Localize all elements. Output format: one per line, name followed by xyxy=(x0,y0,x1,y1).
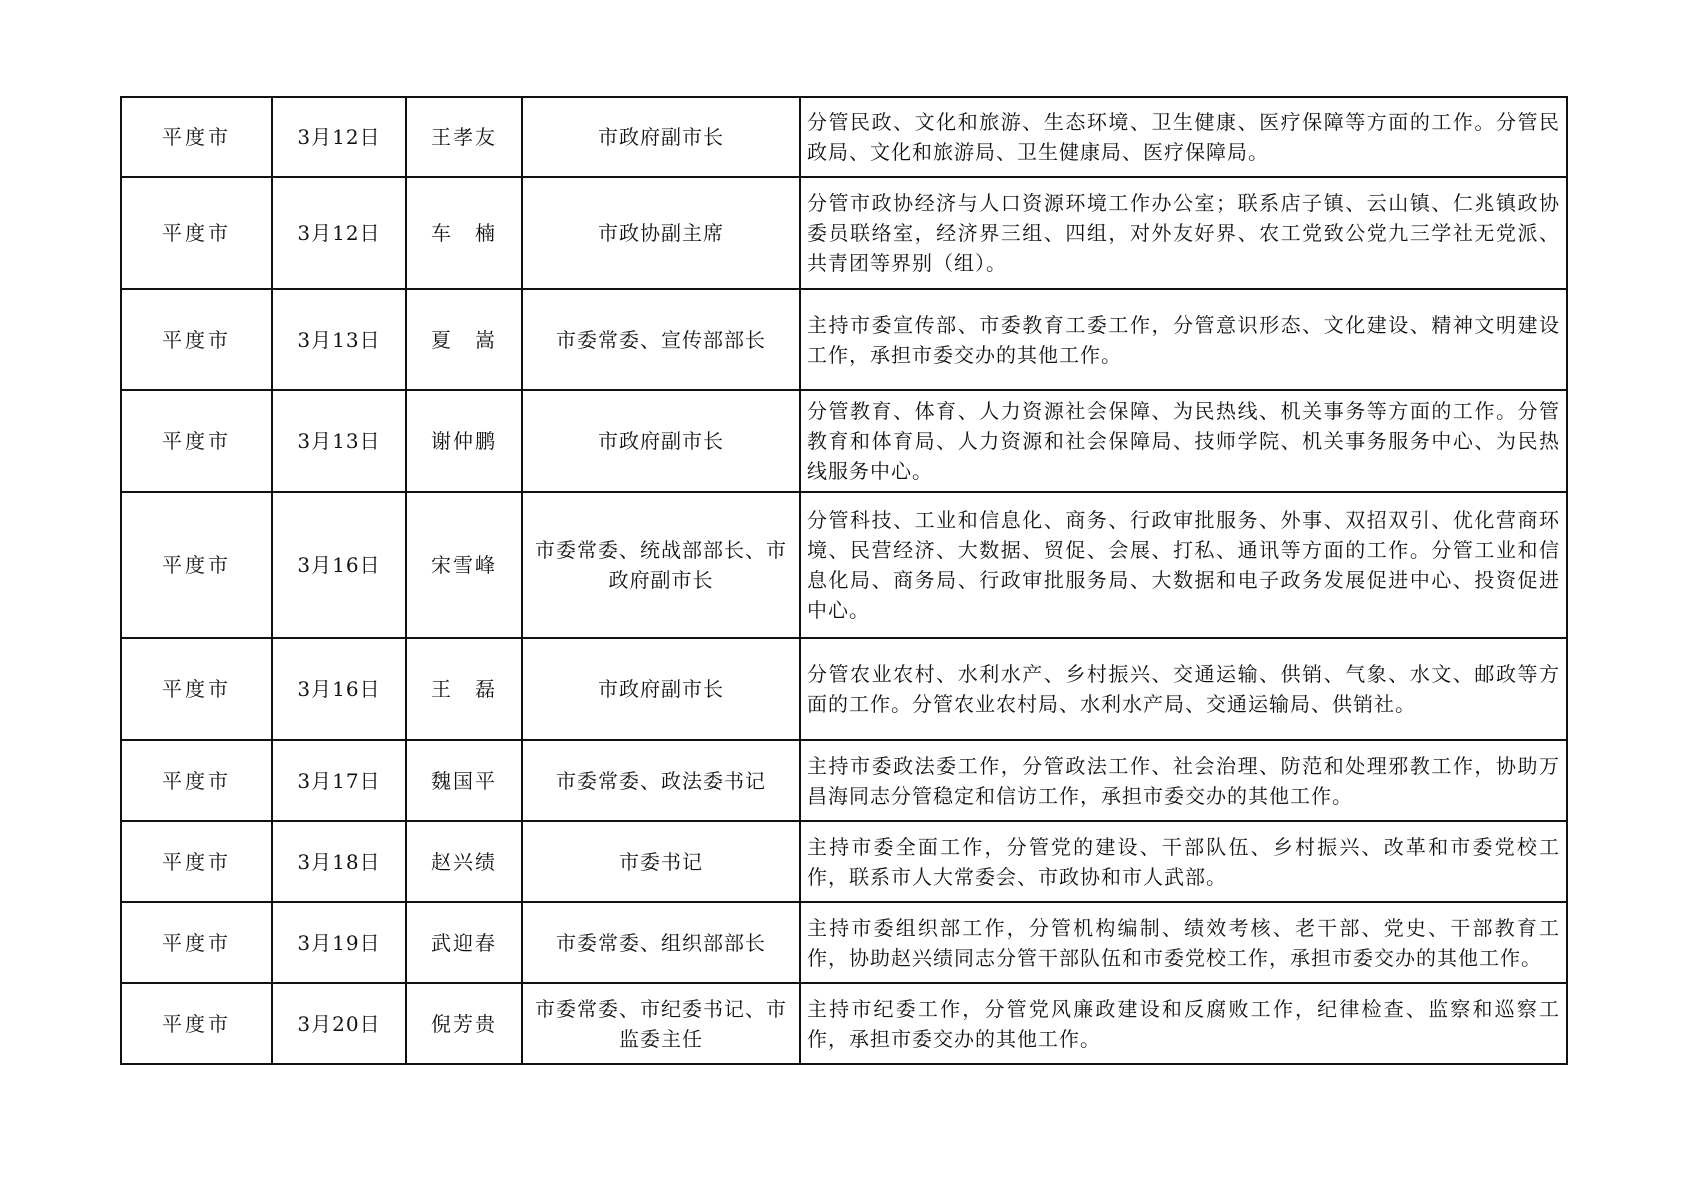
table-row xyxy=(121,492,1567,638)
name-cell: 王 磊 xyxy=(406,638,522,740)
date-cell: 3月16日 xyxy=(272,638,406,740)
table-row xyxy=(121,97,1567,177)
duties-cell: 主持市委政法委工作，分管政法工作、社会治理、防范和处理邪教工作，协助万昌海同志分管稳定和信访工作，承担市委交办的其他工作。 xyxy=(800,740,1567,821)
date-cell: 3月17日 xyxy=(272,740,406,821)
duties-cell: 主持市委全面工作，分管党的建设、干部队伍、乡村振兴、改革和市委党校工作，联系市人大常委会、市政协和市人武部。 xyxy=(800,821,1567,902)
table-row xyxy=(121,740,1567,821)
position-cell: 市政府副市长 xyxy=(522,638,800,740)
position-cell: 市政府副市长 xyxy=(522,97,800,177)
position-cell: 市政协副主席 xyxy=(522,177,800,289)
name-cell: 武迎春 xyxy=(406,902,522,983)
duties-cell: 主持市委宣传部、市委教育工委工作，分管意识形态、文化建设、精神文明建设工作，承担市委交办的其他工作。 xyxy=(800,289,1567,390)
city-cell: 平度市 xyxy=(121,821,272,902)
name-cell: 夏 嵩 xyxy=(406,289,522,390)
duties-cell: 分管民政、文化和旅游、生态环境、卫生健康、医疗保障等方面的工作。分管民政局、文化和旅游局、卫生健康局、医疗保障局。 xyxy=(800,97,1567,177)
duties-cell: 分管教育、体育、人力资源社会保障、为民热线、机关事务等方面的工作。分管教育和体育局、人力资源和社会保障局、技师学院、机关事务服务中心、为民热线服务中心。 xyxy=(800,390,1567,492)
date-cell: 3月20日 xyxy=(272,983,406,1064)
duties-cell: 分管农业农村、水利水产、乡村振兴、交通运输、供销、气象、水文、邮政等方面的工作。分管农业农村局、水利水产局、交通运输局、供销社。 xyxy=(800,638,1567,740)
duties-cell: 分管科技、工业和信息化、商务、行政审批服务、外事、双招双引、优化营商环境、民营经济、大数据、贸促、会展、打私、通讯等方面的工作。分管工业和信息化局、商务局、行政审批服务局、大数据和电子政务发展促进中心、投资促进中心。 xyxy=(800,492,1567,638)
date-cell: 3月13日 xyxy=(272,289,406,390)
name-cell: 王孝友 xyxy=(406,97,522,177)
table-row xyxy=(121,983,1567,1064)
position-cell: 市委常委、市纪委书记、市监委主任 xyxy=(522,983,800,1064)
city-cell: 平度市 xyxy=(121,390,272,492)
city-cell: 平度市 xyxy=(121,740,272,821)
city-cell: 平度市 xyxy=(121,177,272,289)
date-cell: 3月12日 xyxy=(272,97,406,177)
table-row xyxy=(121,390,1567,492)
city-cell: 平度市 xyxy=(121,289,272,390)
schedule-table xyxy=(120,96,1568,1065)
table-row xyxy=(121,289,1567,390)
duties-cell: 主持市委组织部工作，分管机构编制、绩效考核、老干部、党史、干部教育工作，协助赵兴绩同志分管干部队伍和市委党校工作，承担市委交办的其他工作。 xyxy=(800,902,1567,983)
city-cell: 平度市 xyxy=(121,638,272,740)
date-cell: 3月13日 xyxy=(272,390,406,492)
date-cell: 3月16日 xyxy=(272,492,406,638)
city-cell: 平度市 xyxy=(121,97,272,177)
date-cell: 3月12日 xyxy=(272,177,406,289)
table-row xyxy=(121,638,1567,740)
city-cell: 平度市 xyxy=(121,983,272,1064)
date-cell: 3月19日 xyxy=(272,902,406,983)
position-cell: 市委常委、宣传部部长 xyxy=(522,289,800,390)
name-cell: 倪芳贵 xyxy=(406,983,522,1064)
position-cell: 市政府副市长 xyxy=(522,390,800,492)
city-cell: 平度市 xyxy=(121,492,272,638)
name-cell: 魏国平 xyxy=(406,740,522,821)
table-row xyxy=(121,902,1567,983)
position-cell: 市委常委、政法委书记 xyxy=(522,740,800,821)
duties-cell: 主持市纪委工作，分管党风廉政建设和反腐败工作，纪律检查、监察和巡察工作，承担市委交办的其他工作。 xyxy=(800,983,1567,1064)
date-cell: 3月18日 xyxy=(272,821,406,902)
name-cell: 宋雪峰 xyxy=(406,492,522,638)
name-cell: 谢仲鹏 xyxy=(406,390,522,492)
position-cell: 市委常委、组织部部长 xyxy=(522,902,800,983)
city-cell: 平度市 xyxy=(121,902,272,983)
position-cell: 市委书记 xyxy=(522,821,800,902)
table-row xyxy=(121,177,1567,289)
duties-cell: 分管市政协经济与人口资源环境工作办公室；联系店子镇、云山镇、仁兆镇政协委员联络室，经济界三组、四组，对外友好界、农工党致公党九三学社无党派、共青团等界别（组）。 xyxy=(800,177,1567,289)
position-cell: 市委常委、统战部部长、市政府副市长 xyxy=(522,492,800,638)
name-cell: 赵兴绩 xyxy=(406,821,522,902)
name-cell: 车 楠 xyxy=(406,177,522,289)
table-row xyxy=(121,821,1567,902)
